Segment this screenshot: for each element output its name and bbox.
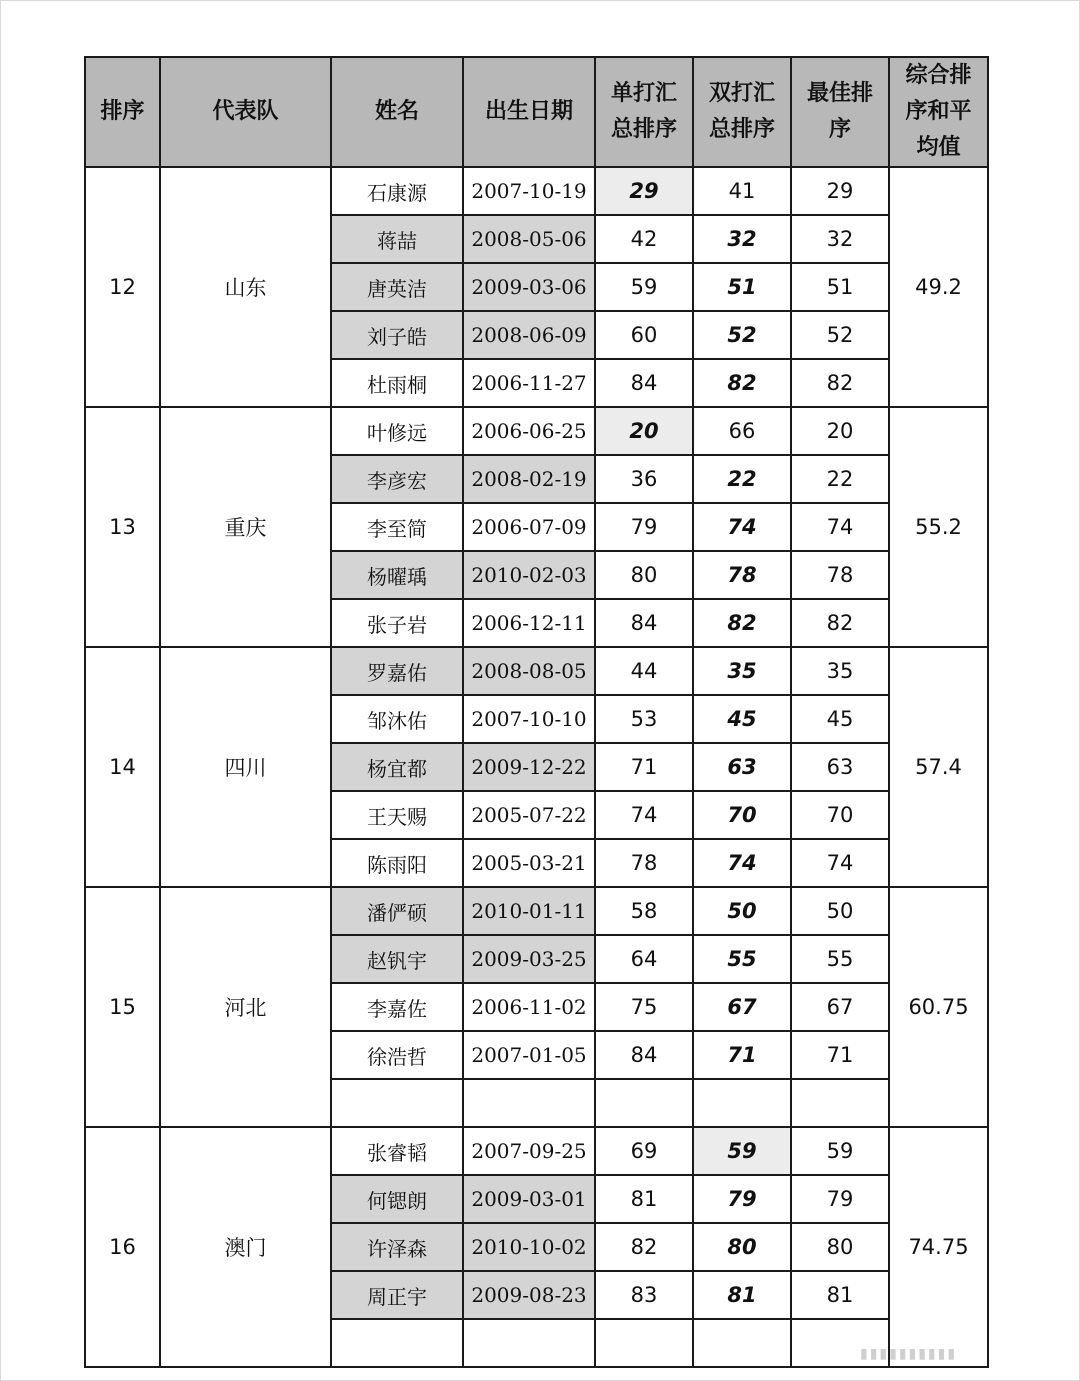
player-dob: 2009-03-25 [463, 935, 595, 983]
doubles-rank: 81 [693, 1271, 791, 1319]
doubles-rank [693, 1319, 791, 1367]
header-name: 姓名 [331, 57, 463, 167]
doubles-rank: 74 [693, 503, 791, 551]
singles-rank: 59 [595, 263, 693, 311]
best-rank: 81 [791, 1271, 889, 1319]
player-dob: 2010-01-11 [463, 887, 595, 935]
player-name: 石康源 [331, 167, 463, 215]
player-name: 徐浩哲 [331, 1031, 463, 1079]
singles-rank: 83 [595, 1271, 693, 1319]
team-rank: 12 [85, 167, 160, 407]
best-rank: 52 [791, 311, 889, 359]
doubles-rank: 52 [693, 311, 791, 359]
player-dob: 2006-11-27 [463, 359, 595, 407]
player-name: 潘俨硕 [331, 887, 463, 935]
singles-rank: 84 [595, 359, 693, 407]
player-name: 王天赐 [331, 791, 463, 839]
player-dob [463, 1079, 595, 1127]
player-dob: 2009-03-01 [463, 1175, 595, 1223]
table-row [85, 647, 988, 695]
player-name: 蒋喆 [331, 215, 463, 263]
doubles-rank [693, 1079, 791, 1127]
best-rank: 29 [791, 167, 889, 215]
team-average: 55.2 [889, 407, 988, 647]
player-name: 李彦宏 [331, 455, 463, 503]
header-row [85, 57, 988, 167]
player-dob: 2009-12-22 [463, 743, 595, 791]
singles-rank: 60 [595, 311, 693, 359]
team-name: 澳门 [160, 1127, 331, 1367]
singles-rank: 71 [595, 743, 693, 791]
singles-rank: 84 [595, 599, 693, 647]
singles-rank: 36 [595, 455, 693, 503]
player-dob: 2007-09-25 [463, 1127, 595, 1175]
player-name: 唐英洁 [331, 263, 463, 311]
singles-rank: 75 [595, 983, 693, 1031]
player-name: 许泽森 [331, 1223, 463, 1271]
player-dob: 2007-10-10 [463, 695, 595, 743]
player-name: 邹沐佑 [331, 695, 463, 743]
doubles-rank: 32 [693, 215, 791, 263]
player-dob: 2008-08-05 [463, 647, 595, 695]
singles-rank: 79 [595, 503, 693, 551]
doubles-rank: 79 [693, 1175, 791, 1223]
best-rank: 70 [791, 791, 889, 839]
singles-rank: 78 [595, 839, 693, 887]
singles-rank: 69 [595, 1127, 693, 1175]
best-rank: 67 [791, 983, 889, 1031]
player-name: 何锶朗 [331, 1175, 463, 1223]
table-row [85, 407, 988, 455]
player-dob: 2008-02-19 [463, 455, 595, 503]
doubles-rank: 71 [693, 1031, 791, 1079]
header-best: 最佳排序 [791, 57, 889, 167]
singles-rank: 29 [595, 167, 693, 215]
best-rank: 71 [791, 1031, 889, 1079]
singles-rank: 53 [595, 695, 693, 743]
best-rank: 20 [791, 407, 889, 455]
best-rank [791, 1079, 889, 1127]
table-row [85, 167, 988, 215]
player-dob: 2006-12-11 [463, 599, 595, 647]
header-rank: 排序 [85, 57, 160, 167]
best-rank: 79 [791, 1175, 889, 1223]
best-rank: 63 [791, 743, 889, 791]
singles-rank [595, 1319, 693, 1367]
best-rank: 35 [791, 647, 889, 695]
player-name [331, 1319, 463, 1367]
player-name: 杨曜瑀 [331, 551, 463, 599]
player-dob: 2007-01-05 [463, 1031, 595, 1079]
singles-rank: 20 [595, 407, 693, 455]
player-dob: 2007-10-19 [463, 167, 595, 215]
doubles-rank: 80 [693, 1223, 791, 1271]
doubles-rank: 35 [693, 647, 791, 695]
best-rank: 55 [791, 935, 889, 983]
watermark-logo: ▮▮▮▮▮▮▮▮▮▮ [860, 1346, 958, 1362]
doubles-rank: 66 [693, 407, 791, 455]
player-name: 张子岩 [331, 599, 463, 647]
team-name: 河北 [160, 887, 331, 1127]
player-dob: 2009-08-23 [463, 1271, 595, 1319]
doubles-rank: 50 [693, 887, 791, 935]
table-row [85, 887, 988, 935]
header-combined: 综合排序和平均值 [889, 57, 988, 167]
best-rank: 74 [791, 503, 889, 551]
doubles-rank: 67 [693, 983, 791, 1031]
doubles-rank: 45 [693, 695, 791, 743]
best-rank: 78 [791, 551, 889, 599]
player-name: 陈雨阳 [331, 839, 463, 887]
doubles-rank: 74 [693, 839, 791, 887]
best-rank: 59 [791, 1127, 889, 1175]
best-rank: 45 [791, 695, 889, 743]
player-name: 周正宇 [331, 1271, 463, 1319]
best-rank: 74 [791, 839, 889, 887]
singles-rank: 74 [595, 791, 693, 839]
best-rank: 82 [791, 359, 889, 407]
player-dob: 2005-07-22 [463, 791, 595, 839]
team-rank: 13 [85, 407, 160, 647]
team-rank: 15 [85, 887, 160, 1127]
player-dob: 2010-02-03 [463, 551, 595, 599]
best-rank: 50 [791, 887, 889, 935]
player-dob: 2006-06-25 [463, 407, 595, 455]
singles-rank: 42 [595, 215, 693, 263]
singles-rank: 64 [595, 935, 693, 983]
header-doubles: 双打汇总排序 [693, 57, 791, 167]
ranking-table [84, 56, 989, 1368]
doubles-rank: 59 [693, 1127, 791, 1175]
team-name: 四川 [160, 647, 331, 887]
player-dob: 2006-11-02 [463, 983, 595, 1031]
player-dob: 2008-05-06 [463, 215, 595, 263]
header-dob: 出生日期 [463, 57, 595, 167]
player-name: 杨宜都 [331, 743, 463, 791]
best-rank: 51 [791, 263, 889, 311]
best-rank: 82 [791, 599, 889, 647]
singles-rank: 84 [595, 1031, 693, 1079]
doubles-rank: 78 [693, 551, 791, 599]
best-rank: 32 [791, 215, 889, 263]
singles-rank: 80 [595, 551, 693, 599]
player-dob: 2010-10-02 [463, 1223, 595, 1271]
doubles-rank: 82 [693, 359, 791, 407]
doubles-rank: 82 [693, 599, 791, 647]
team-name: 山东 [160, 167, 331, 407]
player-dob: 2006-07-09 [463, 503, 595, 551]
team-rank: 14 [85, 647, 160, 887]
doubles-rank: 63 [693, 743, 791, 791]
team-name: 重庆 [160, 407, 331, 647]
singles-rank: 82 [595, 1223, 693, 1271]
team-average: 60.75 [889, 887, 988, 1127]
singles-rank: 81 [595, 1175, 693, 1223]
player-dob [463, 1319, 595, 1367]
doubles-rank: 41 [693, 167, 791, 215]
player-name: 李嘉佐 [331, 983, 463, 1031]
player-name [331, 1079, 463, 1127]
team-average: 57.4 [889, 647, 988, 887]
team-average: 74.75 [889, 1127, 988, 1367]
doubles-rank: 51 [693, 263, 791, 311]
best-rank: 80 [791, 1223, 889, 1271]
player-name: 刘子皓 [331, 311, 463, 359]
table-row [85, 1127, 988, 1175]
team-average: 49.2 [889, 167, 988, 407]
singles-rank [595, 1079, 693, 1127]
team-rank: 16 [85, 1127, 160, 1367]
header-singles: 单打汇总排序 [595, 57, 693, 167]
header-team: 代表队 [160, 57, 331, 167]
player-name: 叶修远 [331, 407, 463, 455]
doubles-rank: 70 [693, 791, 791, 839]
player-name: 赵钒宇 [331, 935, 463, 983]
table-body [85, 167, 988, 1367]
player-dob: 2008-06-09 [463, 311, 595, 359]
player-name: 罗嘉佑 [331, 647, 463, 695]
player-dob: 2005-03-21 [463, 839, 595, 887]
doubles-rank: 55 [693, 935, 791, 983]
best-rank: 22 [791, 455, 889, 503]
singles-rank: 44 [595, 647, 693, 695]
singles-rank: 58 [595, 887, 693, 935]
player-name: 张睿韬 [331, 1127, 463, 1175]
player-dob: 2009-03-06 [463, 263, 595, 311]
player-name: 杜雨桐 [331, 359, 463, 407]
doubles-rank: 22 [693, 455, 791, 503]
player-name: 李至简 [331, 503, 463, 551]
